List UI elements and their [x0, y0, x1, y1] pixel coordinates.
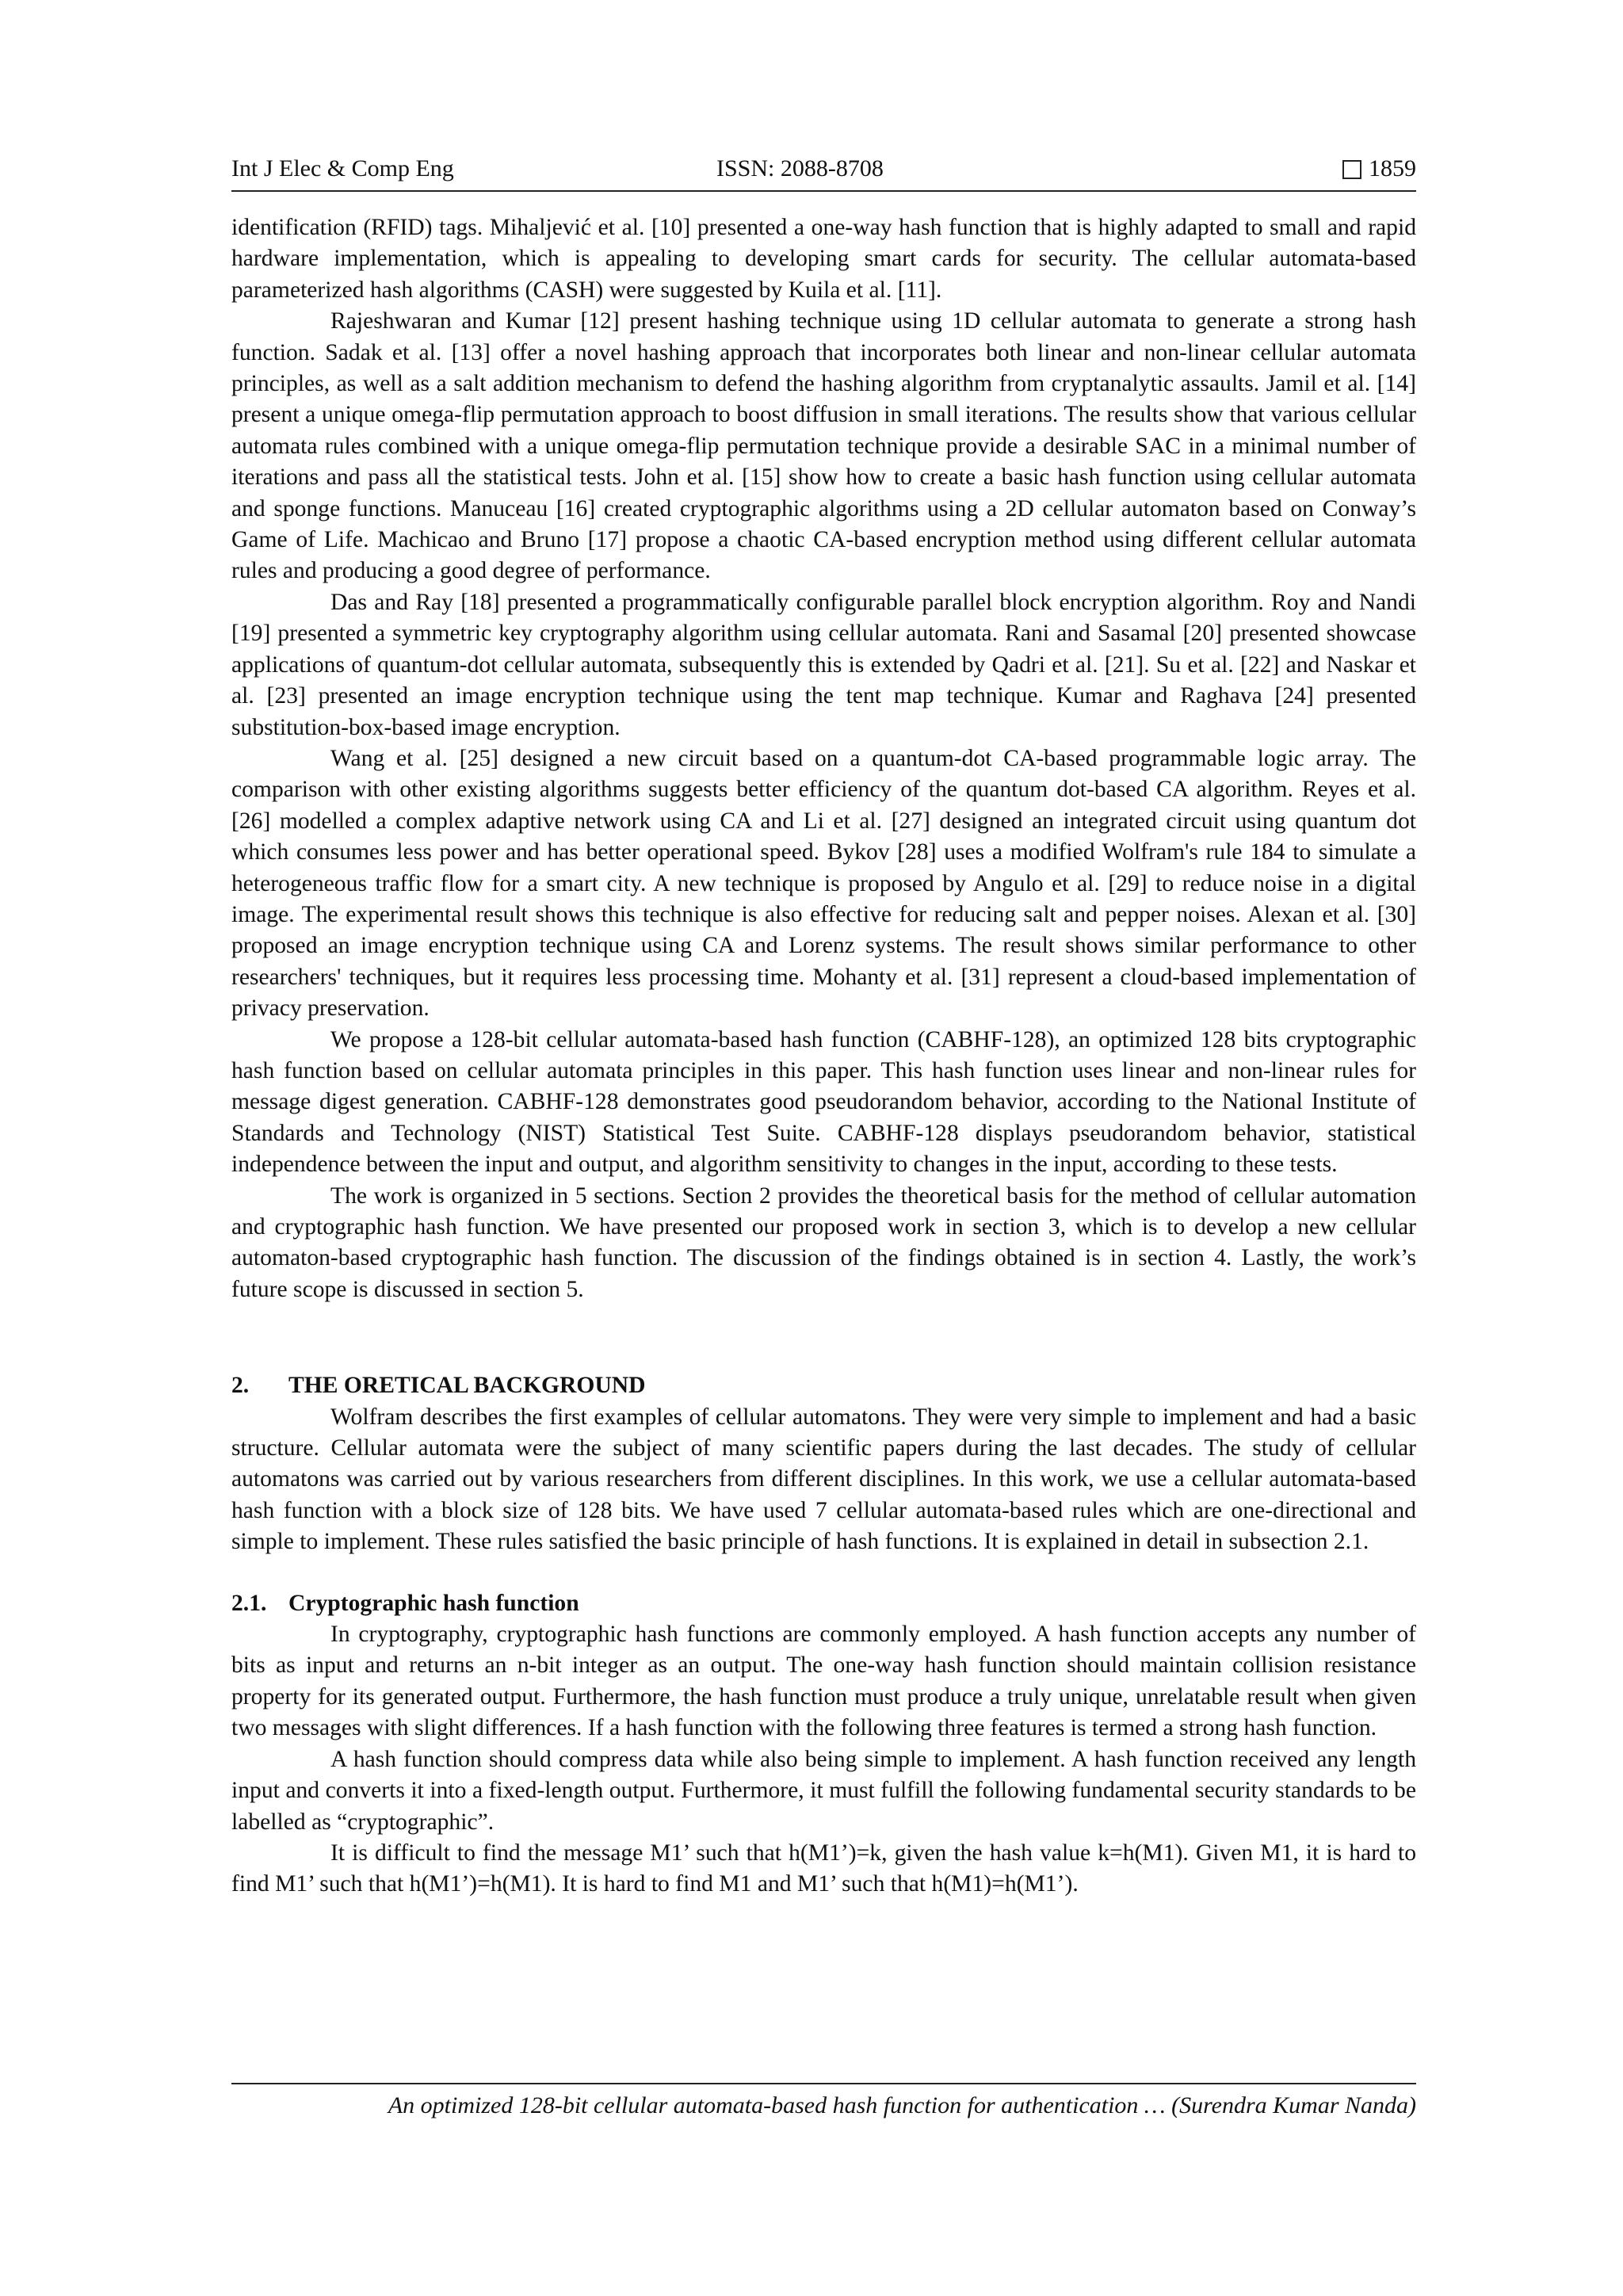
paragraph: It is difficult to find the message M1’ such that h(M1’)=k, given the hash value k=h(M1). Given M1, it is hard to find M1’ such that h(M1’)=h(M1). It is hard to find M1 and M1’ such that h(M1)=h(M1’). — [231, 1839, 1416, 1897]
paragraph: In cryptography, cryptographic hash functions are commonly employed. A hash function accepts any number of bits as input and returns an n-bit integer as an output. The one-way hash function should maintain collision resistance property for its generated output. Furthermore, the hash function must produce a truly unique, unrelatable result when given two messages with slight differences. If a hash function with the following three features is termed a strong hash function. — [231, 1622, 1416, 1741]
paragraph: identification (RFID) tags. Mihaljević et al. [10] presented a one-way hash function that is highly adapted to small and rapid hardware implementation, which is appealing to developing smart cards for security. The cellular automata-based parameterized hash algorithms (CASH) were suggested by Kuila et al. [11]. — [231, 215, 1416, 303]
section-number: 2. — [231, 1373, 250, 1399]
paragraph: Das and Ray [18] presented a programmatically configurable parallel block encryption algorithm. Roy and Nandi [19] presented a symmetric key cryptography algorithm using cellular automata. Rani and Sasamal [20] presented showcase applications of quantum-dot cellular automata, subsequently this is extended by Qadri et al. [21]. Su et al. [22] and Naskar et al. [23] presented an image encryption technique using the tent map technique. Kumar and Raghava [24] presented substitution-box-based image encryption. — [231, 589, 1416, 740]
square-icon — [1342, 160, 1361, 179]
section-heading — [231, 1370, 1416, 1401]
paragraph: The work is organized in 5 sections. Section 2 provides the theoretical basis for the method of cellular automation and cryptographic hash function. We have presented our proposed work in section 3, which is to develop a new cellular automaton-based cryptographic hash function. The discussion of the findings obtained is in section 4. Lastly, the work’s future scope is discussed in section 5. — [231, 1182, 1416, 1302]
page-number: 1859 — [1369, 155, 1416, 181]
subsection-number: 2.1. — [231, 1590, 267, 1616]
running-header — [231, 155, 1416, 192]
section-title: THE ORETICAL BACKGROUND — [288, 1373, 646, 1399]
page-body — [231, 212, 1416, 1901]
paragraph: Rajeshwaran and Kumar [12] present hashing technique using 1D cellular automata to generate a strong hash function. Sadak et al. [13] offer a novel hashing approach that incorporates both linear and non-linear cellular automata principles, as well as a salt addition mechanism to defend the hashing algorithm from cryptanalytic assaults. Jamil et al. [14] present a unique omega-flip permutation approach to boost diffusion in small iterations. The results show that various cellular automata rules combined with a unique omega-flip permutation technique provide a desirable SAC in a minimal number of iterations and pass all the statistical tests. John et al. [15] show how to create a basic hash function using cellular automata and sponge functions. Manuceau [16] created cryptographic algorithms using a 2D cellular automaton based on Conway’s Game of Life. Machicao and Bruno [17] propose a chaotic CA-based encryption method using different cellular automata rules and producing a good degree of performance. — [231, 308, 1416, 584]
journal-name: Int J Elec & Comp Eng — [231, 155, 454, 181]
paragraph: Wolfram describes the first examples of cellular automatons. They were very simple to implement and had a basic structure. Cellular automata were the subject of many scientific papers during the last decades. The study of cellular automatons was carried out by various researchers from different disciplines. In this work, we use a cellular automata-based hash function with a block size of 128 bits. We have used 7 cellular automata-based rules which are one-directional and simple to implement. These rules satisfied the basic principle of hash functions. It is explained in detail in subsection 2.1. — [231, 1404, 1416, 1555]
running-footer — [231, 2083, 1416, 2119]
paragraph: A hash function should compress data while also being simple to implement. A hash function received any length input and converts it into a fixed-length output. Furthermore, it must fulfill the following fundamental security standards to be labelled as “cryptographic”. — [231, 1746, 1416, 1835]
paragraph: Wang et al. [25] designed a new circuit based on a quantum-dot CA-based programmable logic array. The comparison with other existing algorithms suggests better efficiency of the quantum dot-based CA algorithm. Reyes et al. [26] modelled a complex adaptive network using CA and Li et al. [27] designed an integrated circuit using quantum dot which consumes less power and has better operational speed. Bykov [28] uses a modified Wolfram's rule 184 to simulate a heterogeneous traffic flow for a smart city. A new technique is proposed by Angulo et al. [29] to reduce noise in a digital image. The experimental result shows this technique is also effective for reducing salt and pepper noises. Alexan et al. [30] proposed an image encryption technique using CA and Lorenz systems. The result shows similar performance to other researchers' techniques, but it requires less processing time. Mohanty et al. [31] represent a cloud-based implementation of privacy preservation. — [231, 745, 1416, 1022]
footer-text: An optimized 128-bit cellular automata-based hash function for authentication … (Surendra Kumar Nanda) — [388, 2092, 1416, 2118]
subsection-heading — [231, 1588, 1416, 1619]
issn: ISSN: 2088-8708 — [716, 155, 884, 181]
subsection-title: Cryptographic hash function — [288, 1590, 579, 1616]
paragraph: We propose a 128-bit cellular automata-based hash function (CABHF-128), an optimized 128 bits cryptographic hash function based on cellular automata principles in this paper. This hash function uses linear and non-linear rules for message digest generation. CABHF-128 demonstrates good pseudorandom behavior, according to the National Institute of Standards and Technology (NIST) Statistical Test Suite. CABHF-128 displays pseudorandom behavior, statistical independence between the input and output, and algorithm sensitivity to changes in the input, according to these tests. — [231, 1026, 1416, 1178]
